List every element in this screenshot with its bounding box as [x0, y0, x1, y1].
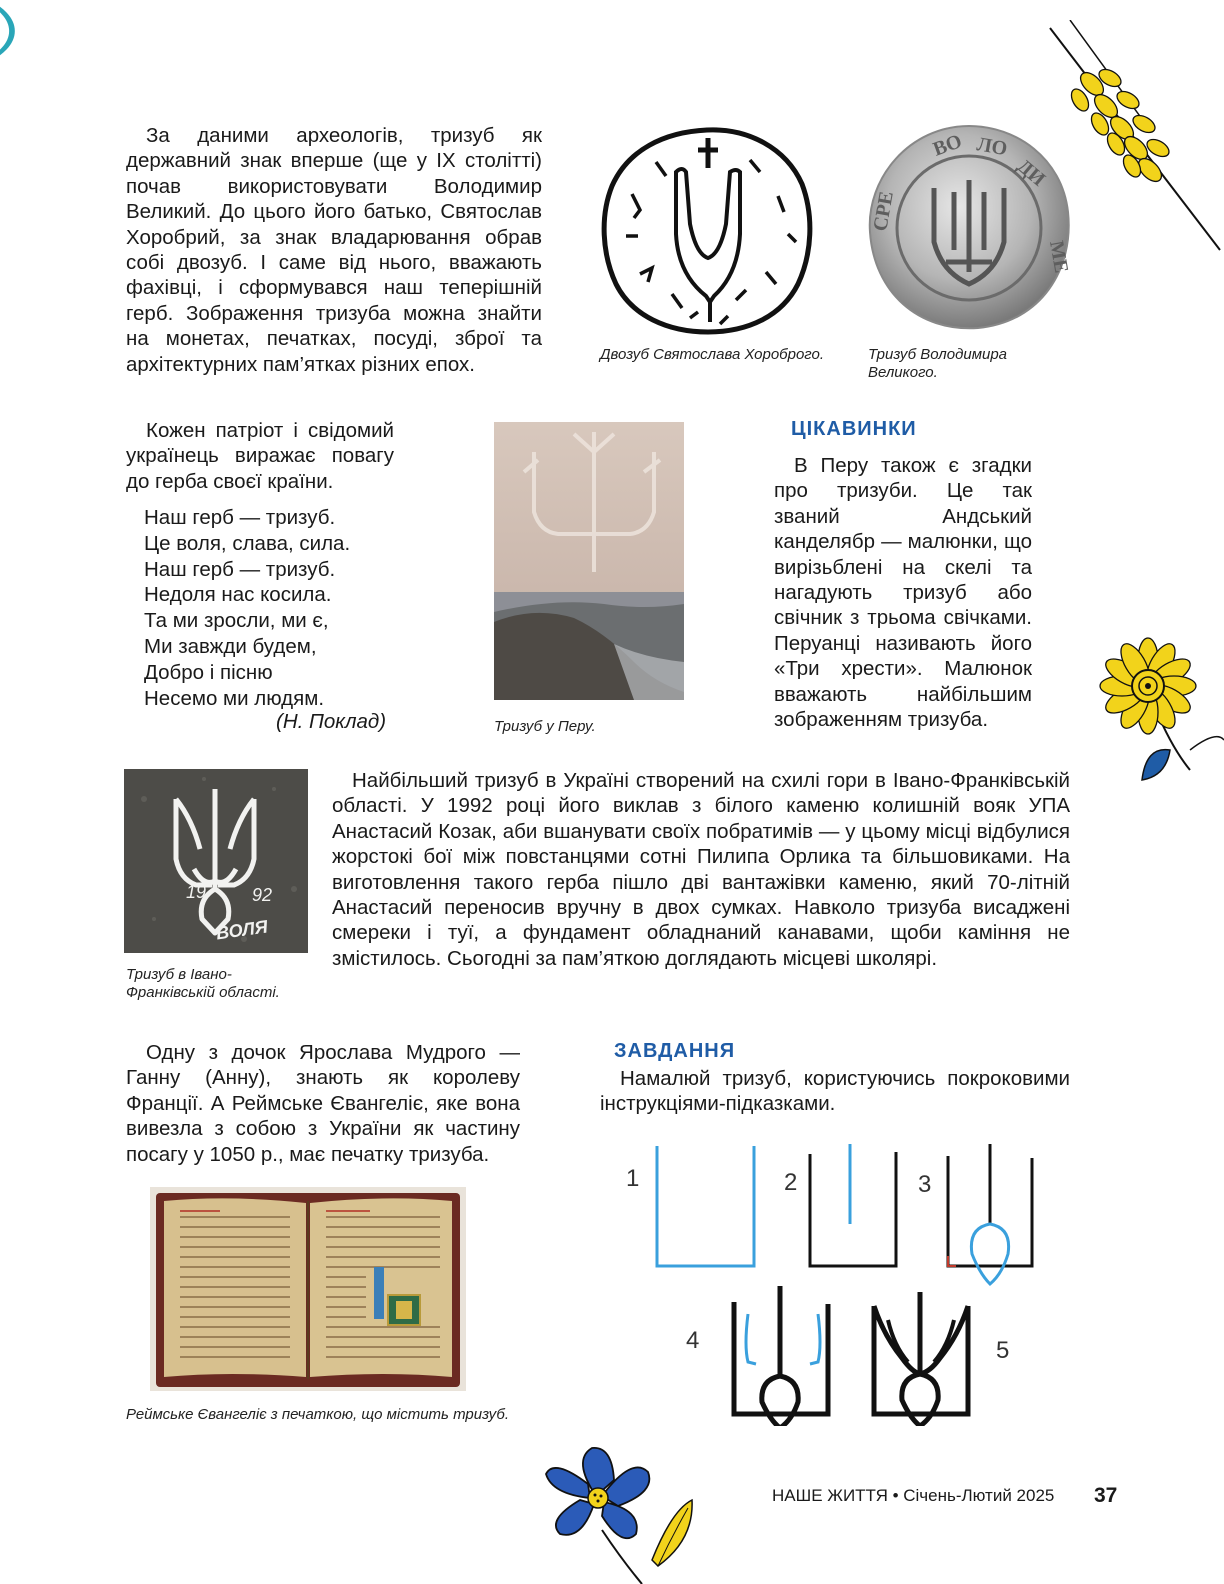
svyatoslav-coin-drawing — [598, 124, 816, 336]
step-number: 5 — [996, 1337, 1010, 1364]
reims-gospel-caption: Реймське Євангеліє з печаткою, що містить тризуб. — [126, 1406, 510, 1423]
curiosities-paragraph: В Перу також є згадки про тризуби. Це так званий Андський канделябр — малюнки, що вирізьблені на скелі та нагадують тризуб або свічник з трьома свічками. Перуанці називають його «Три хрести». Малюнок вважають найбільшим зображенням тризуба. — [774, 454, 1032, 732]
peru-caption: Тризуб у Перу. — [494, 718, 596, 735]
svg-text:ВО: ВО — [930, 130, 965, 161]
patriot-paragraph: Кожен патріот і свідомий українець виражає повагу до герба своєї країни. — [126, 419, 394, 493]
volodymyr-coin-caption: Тризуб Володимира Великого. — [868, 346, 1008, 381]
photo-year-left: 19 — [186, 882, 207, 902]
reims-gospel-photo — [150, 1187, 466, 1391]
poem-line: Недоля нас косила. — [144, 583, 332, 607]
task-paragraph: Намалюй тризуб, користуючись покроковими інструкціями-підказками. — [600, 1067, 1070, 1116]
step-number: 4 — [686, 1327, 700, 1354]
step-number: 3 — [918, 1171, 932, 1198]
ivano-frankivsk-paragraph: Найбільший тризуб в Україні створений на схилі гори в Івано-Франківській області. У 1992 році його виклав з білого каменю колишній вояк УПА Анастасий Козак, аби вшанувати своїх побратимів — у цьому місці відбулися жорстокі бої між повстанцями сотні Пилипа Орлика та більшовиками. На виготовлення такого герба пішло дві вантажівки каменю, який 70-літній Анастасий переносив вручну в двох сумках. Навколо тризуба висаджені смереки і туї, а фундамент обладнаний канавами, щоби каміння не змістилось. Сьогодні за пам’яткою доглядають місцеві школярі. — [332, 769, 1070, 970]
poem-line: Це воля, слава, сила. — [144, 531, 351, 555]
poem-line: Ми завжди будем, — [144, 634, 317, 658]
svyatoslav-coin-caption: Двозуб Святослава Хороброго. — [600, 346, 825, 363]
ivano-frankivsk-caption: Тризуб в Івано-Франківській області. — [126, 966, 280, 1001]
archaeology-paragraph: За даними археологів, тризуб як державний знак вперше (ще у IX столітті) почав використовувати Володимир Великий. До цього його батько, Святослав Хоробрий, за знак владарювання обрав собі двозуб. І саме від нього, вважають фахівці, і сформувався наш теперішній герб. Зображення тризуба можна знайти на монетах, печатках, посуді, зброї та архітектурних пам’ятках різних епох. — [126, 124, 542, 376]
task-heading: ЗАВДАННЯ — [614, 1040, 736, 1062]
poem-author: (Н. Поклад) — [276, 710, 387, 733]
page-number: 37 — [1094, 1484, 1118, 1507]
poem-line: Наш герб — тризуб. — [144, 506, 336, 529]
tryzub-drawing-steps — [612, 1136, 1082, 1426]
photo-word: ВОЛЯ — [214, 916, 269, 944]
corner-arc-decoration — [0, 0, 40, 70]
svg-text:ЛО: ЛО — [975, 133, 1009, 161]
svg-text:МЕ: МЕ — [1045, 239, 1072, 275]
sunflower-decoration — [1086, 630, 1224, 790]
peru-candelabra-photo — [494, 422, 684, 700]
poem-line: Та ми зросли, ми є, — [144, 609, 329, 633]
step-number: 1 — [626, 1165, 640, 1192]
ivano-frankivsk-tryzub-photo — [124, 769, 308, 953]
flax-flower-decoration — [532, 1440, 722, 1584]
photo-year-right: 92 — [252, 885, 273, 905]
poem-line: Наш герб — тризуб. — [144, 557, 336, 581]
svg-text:ДИ: ДИ — [1012, 154, 1050, 191]
step-number: 2 — [784, 1169, 798, 1196]
footer-magazine: НАШЕ ЖИТТЯ • Січень-Лютий 2025 — [772, 1486, 1055, 1505]
curiosities-heading: ЦІКАВИНКИ — [791, 418, 917, 440]
poem-line: Добро і пісню — [144, 660, 273, 684]
poem — [144, 505, 404, 711]
anna-paragraph: Одну з дочок Ярослава Мудрого — Ганну (Анну), знають як королеву Франції. А Реймське Євангеліє, яке вона вивезла з собою з України як частину посагу у 1050 р., має печатку тризуба. — [126, 1041, 520, 1166]
volodymyr-coin-photo — [866, 122, 1072, 332]
svg-text:СРЕ: СРЕ — [869, 189, 898, 233]
poem-line: Несемо ми людям. — [144, 686, 325, 710]
